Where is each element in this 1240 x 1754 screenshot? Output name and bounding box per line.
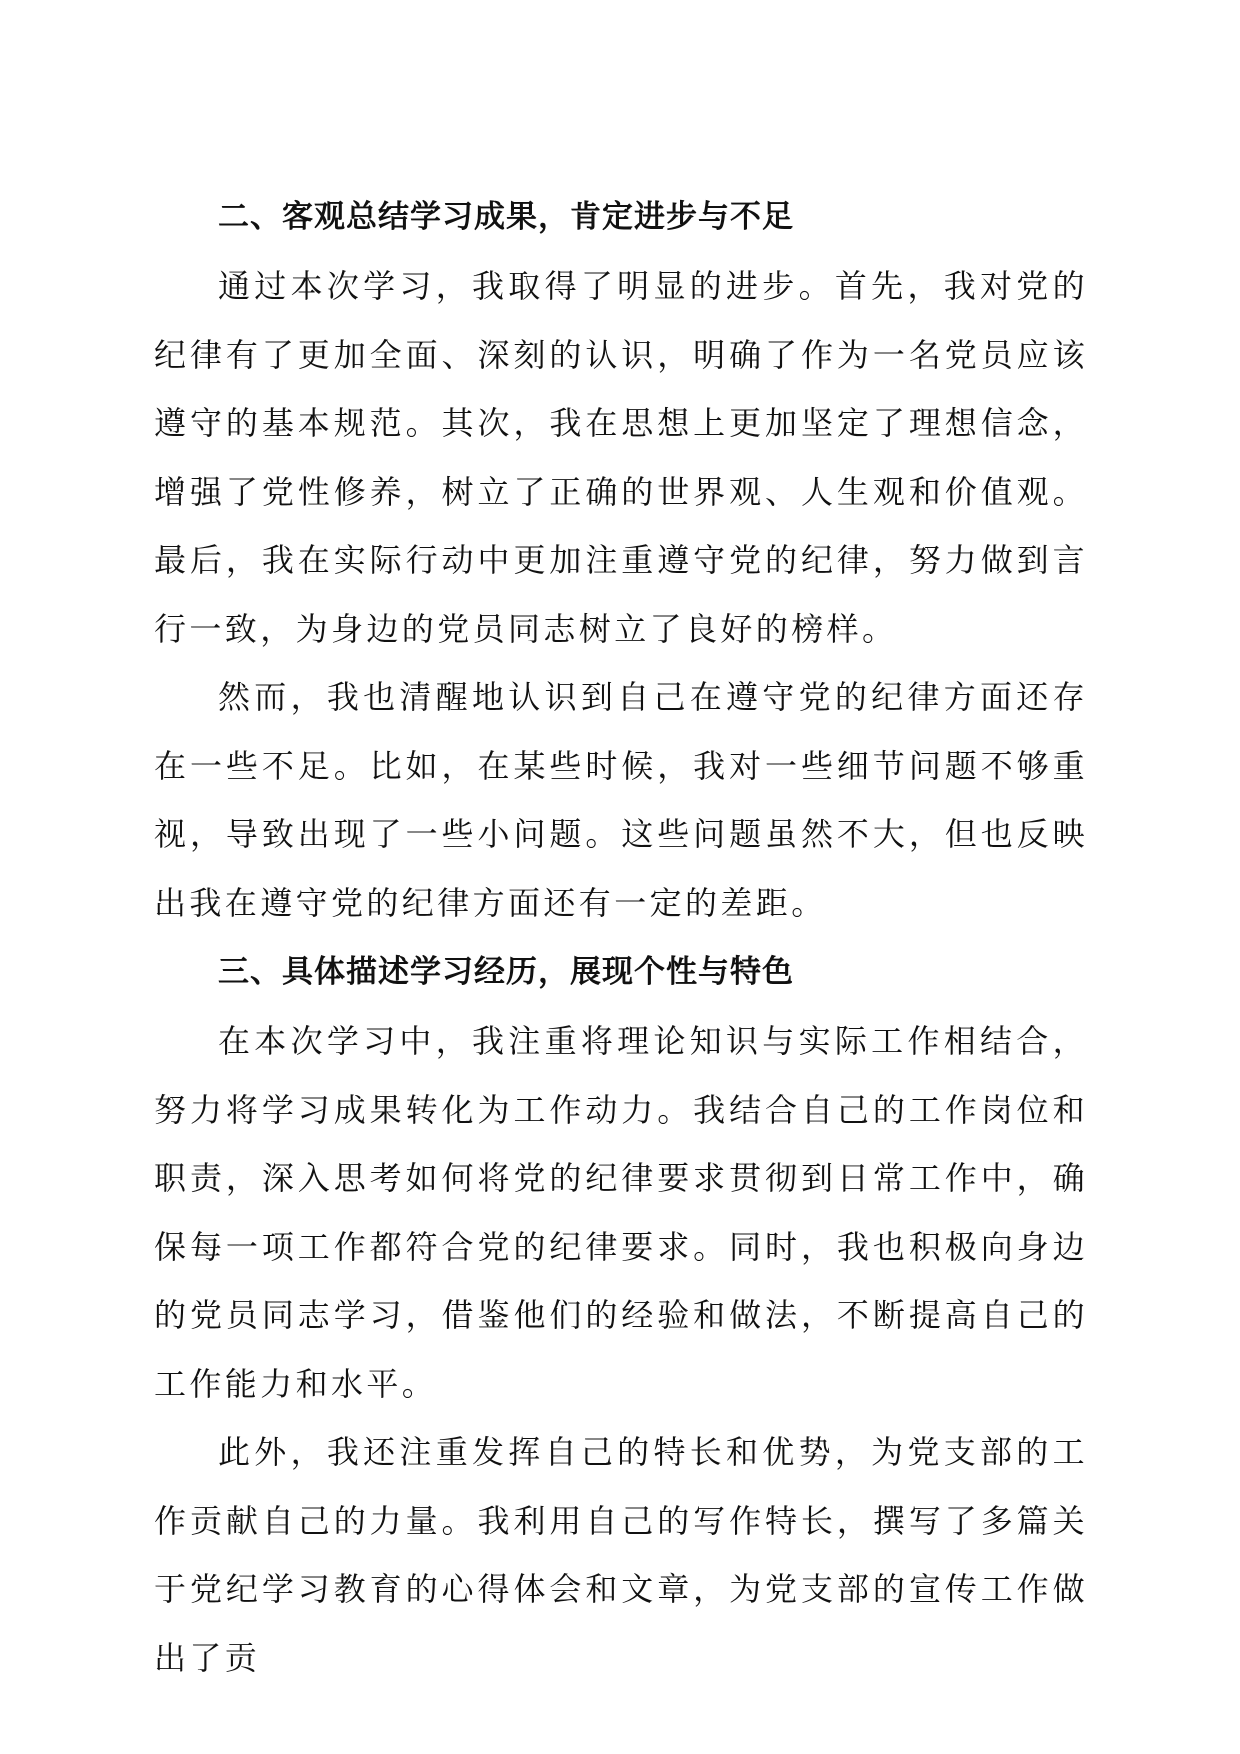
paragraph-experience: 在本次学习中，我注重将理论知识与实际工作相结合，努力将学习成果转化为工作动力。我结合自己的工作岗位和职责，深入思考如何将党的纪律要求贯彻到日常工作中，确保每一项工作都符合党的纪律要求。同时，我也积极向身边的党员同志学习，借鉴他们的经验和做法，不断提高自己的工作能力和水平。 — [154, 1022, 1088, 1403]
paragraph-strengths: 此外，我还注重发挥自己的特长和优势，为党支部的工作贡献自己的力量。我利用自己的写作特长，撰写了多篇关于党纪学习教育的心得体会和文章，为党支部的宣传工作做出了贡 — [154, 1433, 1088, 1677]
paragraph-shortcomings: 然而，我也清醒地认识到自己在遵守党的纪律方面还存在一些不足。比如，在某些时候，我对一些细节问题不够重视，导致出现了一些小问题。这些问题虽然不大，但也反映出我在遵守党的纪律方面还有一定的差距。 — [154, 678, 1088, 922]
section-heading-2: 二、客观总结学习成果，肯定进步与不足 — [218, 199, 794, 235]
section-heading-3: 三、具体描述学习经历，展现个性与特色 — [218, 954, 794, 990]
paragraph-progress: 通过本次学习，我取得了明显的进步。首先，我对党的纪律有了更加全面、深刻的认识，明确了作为一名党员应该遵守的基本规范。其次，我在思想上更加坚定了理想信念，增强了党性修养，树立了正确的世界观、人生观和价值观。最后，我在实际行动中更加注重遵守党的纪律，努力做到言行一致，为身边的党员同志树立了良好的榜样。 — [154, 267, 1088, 648]
document-body — [154, 182, 1088, 1692]
